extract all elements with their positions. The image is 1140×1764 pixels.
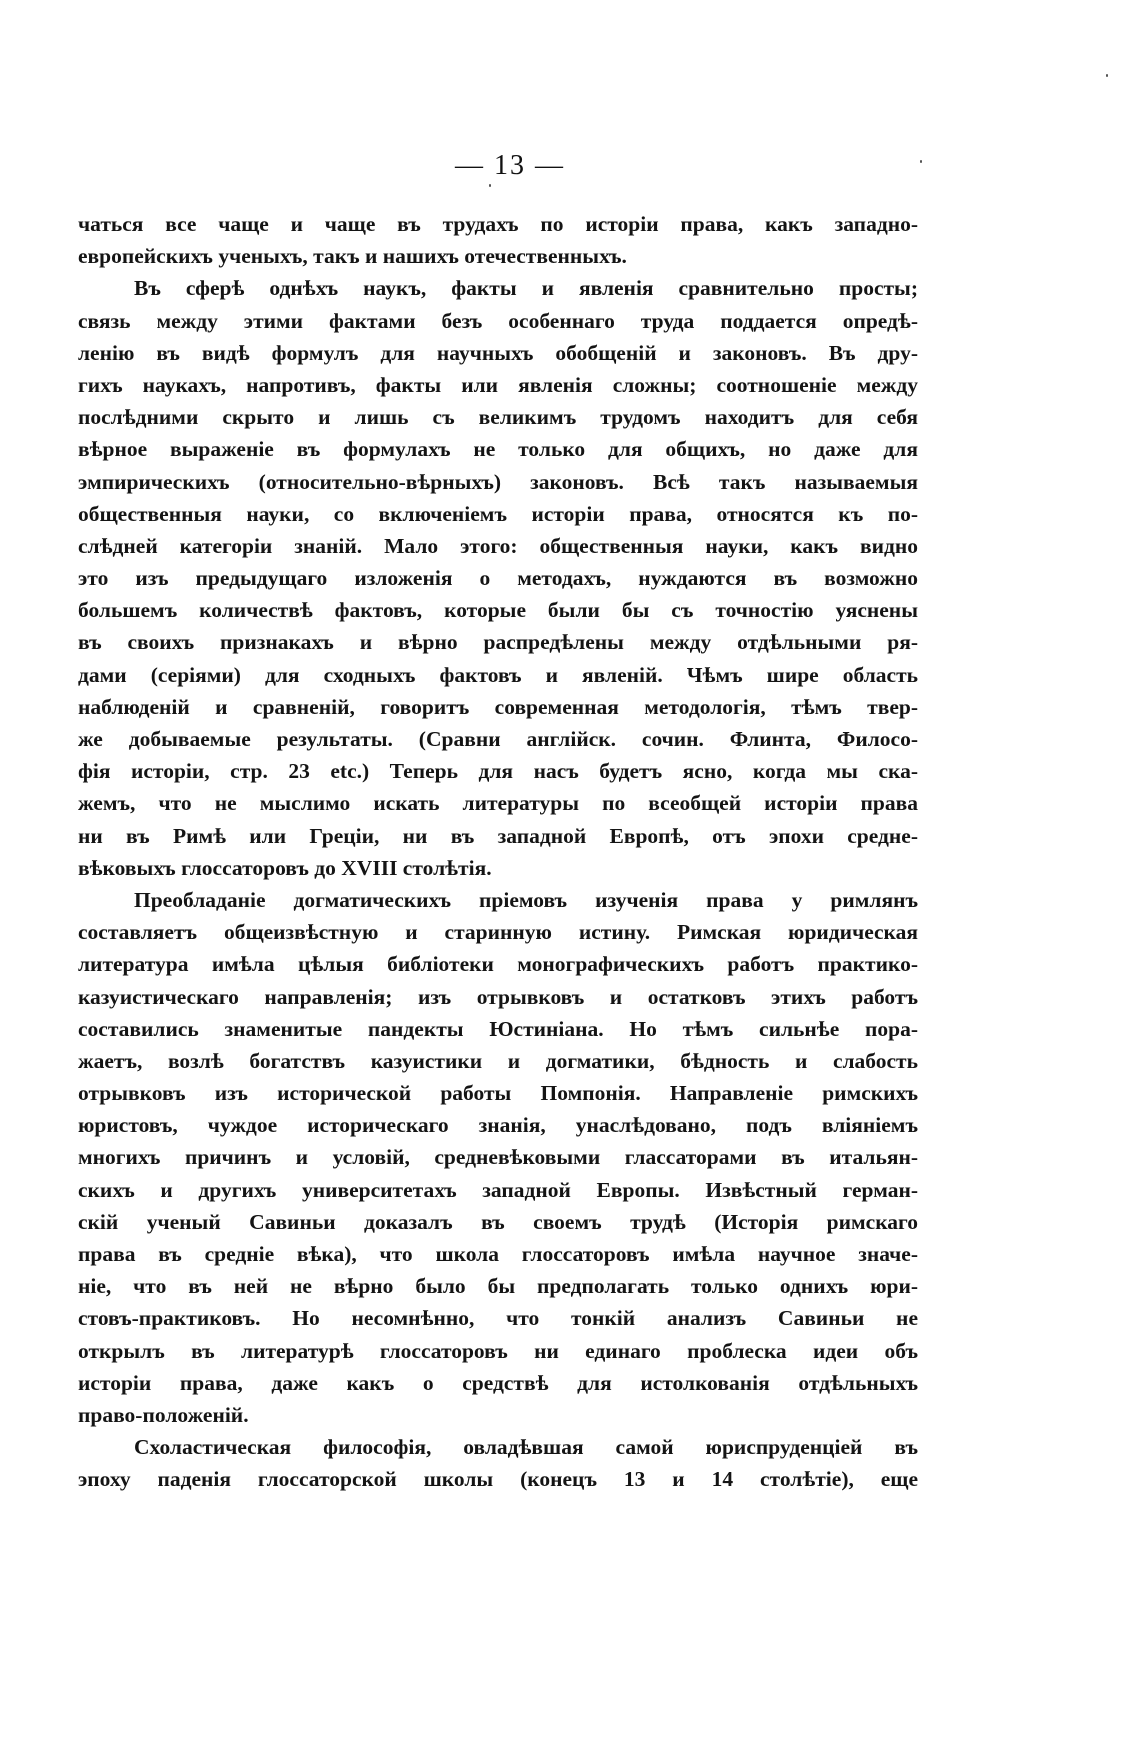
text-line: составляетъ общеизвѣстную и старинную истину. Римская юридическая [78,920,918,945]
scan-speck [1106,74,1108,77]
text-line: Въ сферѣ однѣхъ наукъ, факты и явленія сравнительно просты; [134,276,918,301]
text-line: ніе, что въ ней не вѣрно было бы предполагать только однихъ юри- [78,1274,918,1299]
text-line: исторіи права, даже какъ о средствѣ для истолкованія отдѣльныхъ [78,1370,918,1395]
text-line: чаться все чаще и чаще въ трудахъ по исторіи права, какъ западно- [78,212,918,236]
text-line: въ своихъ признакахъ и вѣрно распредѣлены между отдѣльными ря- [78,630,918,655]
text-line: послѣдними скрыто и лишь съ великимъ трудомъ находитъ для себя [78,405,918,430]
text-line: европейскихъ ученыхъ, такъ и нашихъ отечественныхъ. [78,244,627,269]
text-line: эмпирическихъ (относительно-вѣрныхъ) законовъ. Всѣ такъ называемыя [78,469,918,494]
text-line: вѣрное выраженіе въ формулахъ не только для общихъ, но даже для [78,437,918,462]
text-line: жаетъ, возлѣ богатствъ казуистики и догматики, бѣдность и слабость [78,1048,918,1073]
text-line: же добываемые результаты. (Сравни англійск. сочин. Флинта, Филосо- [78,727,918,751]
text-line: эпоху паденія глоссаторской школы (конецъ 13 и 14 столѣтіе), еще [78,1467,918,1492]
text-line: это изъ предыдущаго изложенія о методахъ, нуждаются въ возможно [78,566,918,591]
text-line: фія исторіи, стр. 23 etc.) Теперь для насъ будетъ ясно, когда мы ска- [78,759,918,784]
text-line: юристовъ, чуждое историческаго знанія, унаслѣдовано, подъ вліяніемъ [78,1113,918,1138]
text-line: вѣковыхъ глоссаторовъ до XVIII столѣтія. [78,855,492,880]
text-line: наблюденій и сравненій, говоритъ современная методологія, тѣмъ твер- [78,694,918,719]
paragraph-2 [78,272,918,884]
text-line: право-положеній. [78,1402,249,1427]
paragraph-3 [78,884,918,1431]
text-line: литература имѣла цѣлыя библіотеки монографическихъ работъ практико- [78,952,918,977]
text-line: Преобладаніе догматическихъ пріемовъ изученія права у римлянъ [134,887,918,912]
text-line: общественныя науки, со включеніемъ исторіи права, относятся къ по- [78,501,918,526]
page-number: — 13 — [455,150,565,181]
text-line: права въ средніе вѣка), что школа глоссаторовъ имѣла научное значе- [78,1242,918,1266]
text-line: стовъ-практиковъ. Но несомнѣнно, что тонкій анализъ Савиньи не [78,1306,918,1331]
text-line: скій ученый Савиньи доказалъ въ своемъ трудѣ (Исторія римскаго [78,1209,918,1234]
scan-speck [489,184,491,187]
scan-speck [920,160,922,163]
text-line: ни въ Римѣ или Греціи, ни въ западной Европѣ, отъ эпохи средне- [78,823,918,848]
text-line: дами (серіями) для сходныхъ фактовъ и явленій. Чѣмъ шире область [78,662,918,687]
text-line: многихъ причинъ и условій, средневѣковыми глассаторами въ итальян- [78,1145,918,1170]
text-line: гихъ наукахъ, напротивъ, факты или явленія сложны; соотношеніе между [78,372,918,397]
text-line: отрывковъ изъ исторической работы Помпонія. Направленіе римскихъ [78,1081,918,1106]
text-line: большемъ количествѣ фактовъ, которые были бы съ точностію уяснены [78,598,918,623]
text-line: жемъ, что не мыслимо искать литературы по всеобщей исторіи права [78,791,918,816]
text-line: скихъ и другихъ университетахъ западной Европы. Извѣстный герман- [78,1177,918,1202]
text-line: открылъ въ литературѣ глоссаторовъ ни единаго проблеска идеи объ [78,1338,918,1363]
text-line: ленію въ видѣ формулъ для научныхъ обобщеній и законовъ. Въ дру- [78,340,918,365]
paragraph-1 [78,208,918,272]
body-text [78,208,918,1496]
text-line: Схоластическая философія, овладѣвшая самой юриспруденціей въ [134,1435,918,1460]
text-line: казуистическаго направленія; изъ отрывковъ и остатковъ этихъ работъ [78,984,918,1009]
paragraph-4 [78,1431,918,1495]
text-line: связь между этими фактами безъ особеннаго труда поддается опредѣ- [78,308,918,333]
text-line: составились знаменитые пандекты Юстиніана. Но тѣмъ сильнѣе пора- [78,1016,918,1041]
text-line: слѣдней категоріи знаній. Мало этого: общественныя науки, какъ видно [78,533,918,558]
